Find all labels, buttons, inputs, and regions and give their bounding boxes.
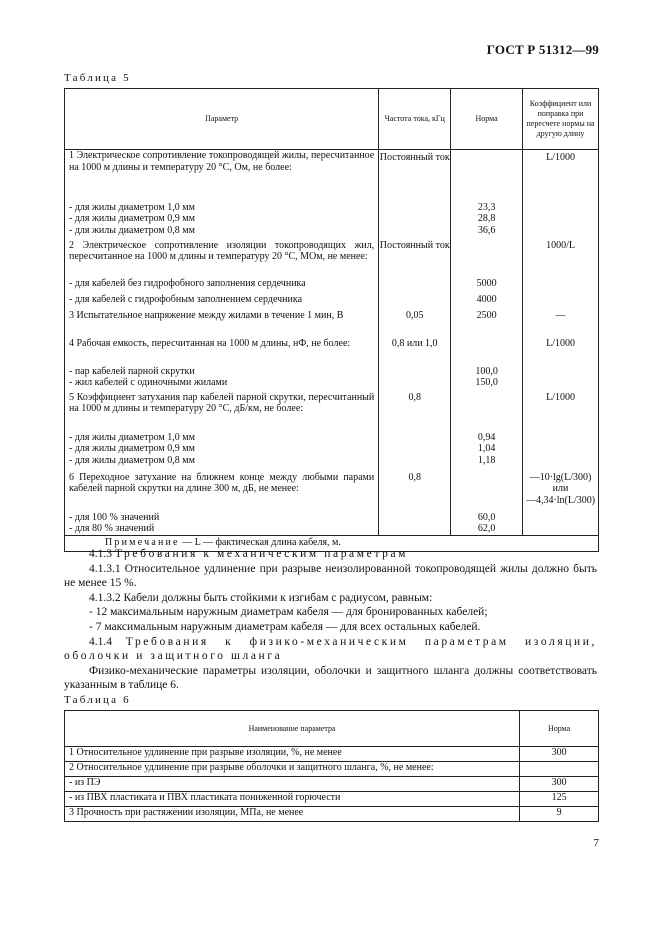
t5-cell-coef: L/1000 [523, 392, 599, 432]
table-row [65, 278, 599, 294]
t5-cell-coef [523, 278, 599, 294]
t5-cell-norm: 0,94 1,04 1,18 [451, 432, 523, 472]
t5-cell-norm: 5000 [451, 278, 523, 294]
t5-header-coef: Коэффициент или поправка при пересчете нормы на другую длину [523, 89, 599, 150]
table-row [65, 338, 599, 366]
table-5 [64, 88, 599, 552]
table5-caption: Таблица 5 [64, 72, 131, 84]
t5-cell-param: - пар кабелей парной скрутки - жил кабелей с одиночными жилами [65, 366, 379, 392]
table-row [65, 512, 599, 536]
t6-cell-param: - из ПВХ пластиката и ПВХ пластиката пониженной горючести [65, 792, 520, 807]
paragraph-4-1-3-2: 4.1.3.2 Кабели должны быть стойкими к изгибам с радиусом, равным: [89, 591, 433, 604]
t6-cell-param: - из ПЭ [65, 777, 520, 792]
table-row [65, 777, 599, 792]
t5-cell-param: 3 Испытательное напряжение между жилами в течение 1 мин, В [65, 310, 379, 338]
t5-cell-param: - для кабелей с гидрофобным заполнением сердечника [65, 294, 379, 310]
t6-cell-norm: 9 [520, 807, 599, 822]
t6-cell-param: 2 Относительное удлинение при разрыве оболочки и защитного шланга, %, не менее: [65, 762, 520, 777]
t5-cell-norm: 2500 [451, 310, 523, 338]
table-row [65, 747, 599, 762]
table-row [65, 240, 599, 278]
t6-cell-norm [520, 762, 599, 777]
table6-caption: Таблица 6 [64, 694, 131, 706]
table-row [65, 310, 599, 338]
t6-cell-norm: 300 [520, 777, 599, 792]
t5-cell-coef [523, 512, 599, 536]
t6-cell-norm: 300 [520, 747, 599, 762]
t5-cell-freq [379, 512, 451, 536]
t5-cell-norm [451, 240, 523, 278]
note-label: Примечание [105, 537, 180, 548]
t5-cell-freq [379, 366, 451, 392]
t5-cell-norm: 4000 [451, 294, 523, 310]
t5-cell-param: - для жилы диаметром 1,0 мм - для жилы диаметром 0,9 мм - для жилы диаметром 0,8 мм [65, 202, 379, 240]
t6-cell-norm: 125 [520, 792, 599, 807]
t5-cell-norm [451, 392, 523, 432]
t5-cell-coef [523, 366, 599, 392]
t5-cell-param: 2 Электрическое сопротивление изоляции токопроводящих жил, пересчитанное на 1000 м длины и температуру 20 °С, МОм, не менее: [65, 240, 379, 278]
document-code: ГОСТ Р 51312—99 [486, 42, 599, 57]
table-row [65, 792, 599, 807]
section-4-1-3-heading [64, 547, 597, 562]
t5-cell-coef: L/1000 [523, 150, 599, 202]
t6-cell-param: 1 Относительное удлинение при разрыве изоляции, %, не менее [65, 747, 520, 762]
table-row [65, 366, 599, 392]
t5-cell-freq: Постоянный ток [379, 150, 451, 202]
section-number: 4.1.4 [89, 635, 112, 648]
table-row [65, 150, 599, 202]
section-4-1-4-heading [64, 635, 597, 664]
t5-cell-freq: 0,8 [379, 472, 451, 512]
t5-cell-coef: —10·lg(L/300) или —4,34·ln(L/300) [523, 472, 599, 512]
table-row [65, 762, 599, 777]
t5-cell-param: 6 Переходное затухание на ближнем конце между любыми парами кабелей парной скрутки на длине 300 м, дБ, не менее: [65, 472, 379, 512]
t5-cell-norm: 60,0 62,0 [451, 512, 523, 536]
t5-cell-norm: 23,3 28,8 36,6 [451, 202, 523, 240]
t5-cell-freq [379, 278, 451, 294]
t5-cell-freq: 0,8 или 1,0 [379, 338, 451, 366]
bullet-others: - 7 максимальным наружным диаметрам кабеля — для всех остальных кабелей. [89, 620, 481, 633]
t5-cell-freq [379, 294, 451, 310]
t5-cell-norm [451, 338, 523, 366]
t5-cell-param: - для жилы диаметром 1,0 мм - для жилы диаметром 0,9 мм - для жилы диаметром 0,8 мм [65, 432, 379, 472]
bullet-armored: - 12 максимальным наружным диаметрам кабеля — для бронированных кабелей; [89, 606, 488, 619]
t5-cell-coef [523, 202, 599, 240]
t5-cell-freq: 0,05 [379, 310, 451, 338]
t5-cell-coef [523, 294, 599, 310]
t6-header-param: Наименование параметра [65, 711, 520, 747]
table-row [65, 432, 599, 472]
t5-header-norm: Норма [451, 89, 523, 150]
t6-cell-param: 3 Прочность при растяжении изоляции, МПа, не менее [65, 807, 520, 822]
t5-header-param: Параметр [65, 89, 379, 150]
t5-cell-norm: 100,0 150,0 [451, 366, 523, 392]
t5-cell-param: - для 100 % значений - для 80 % значений [65, 512, 379, 536]
t5-cell-param: 4 Рабочая емкость, пересчитанная на 1000 м длины, нФ, не более: [65, 338, 379, 366]
section-title: Требования к механическим параметрам [114, 548, 409, 560]
section-4-1-3 [64, 547, 597, 693]
note-text: — L — фактическая длина кабеля, м. [179, 537, 341, 548]
section-title: Требования к физико-механическим параметрам изоляции, оболочки и защитного шланга [64, 635, 597, 663]
t5-cell-coef: — [523, 310, 599, 338]
t6-header-norm: Норма [520, 711, 599, 747]
t5-cell-param: - для кабелей без гидрофобного заполнения сердечника [65, 278, 379, 294]
t5-cell-freq: Постоянный ток [379, 240, 451, 278]
t5-cell-norm [451, 472, 523, 512]
table-row [65, 202, 599, 240]
t5-cell-param: 5 Коэффициент затухания пар кабелей парной скрутки, пересчитанный на 1000 м длины и температуру 20 °С, дБ/км, не более: [65, 392, 379, 432]
t5-cell-coef: L/1000 [523, 338, 599, 366]
t5-cell-coef: 1000/L [523, 240, 599, 278]
page-number: 7 [593, 837, 599, 849]
t5-cell-freq: 0,8 [379, 392, 451, 432]
t5-cell-freq [379, 202, 451, 240]
t5-cell-coef [523, 432, 599, 472]
section-number: 4.1.3 [89, 548, 112, 560]
paragraph-4-1-4: Физико-механические параметры изоляции, оболочки и защитного шланга должны соответствовать указанным в таблице 6. [64, 664, 597, 692]
table-row [65, 294, 599, 310]
table-row [65, 392, 599, 432]
t5-cell-norm [451, 150, 523, 202]
t5-cell-freq [379, 432, 451, 472]
table-row [65, 807, 599, 822]
table-6 [64, 710, 599, 822]
t5-cell-param: 1 Электрическое сопротивление токопроводящей жилы, пересчитанное на 1000 м длины и температуру 20 °С, Ом, не более: [65, 150, 379, 202]
table-row [65, 472, 599, 512]
t5-header-freq: Частота тока, кГц [379, 89, 451, 150]
paragraph-4-1-3-1: 4.1.3.1 Относительное удлинение при разрыве неизолированной токопроводящей жилы должно быть не менее 15 %. [64, 562, 597, 590]
